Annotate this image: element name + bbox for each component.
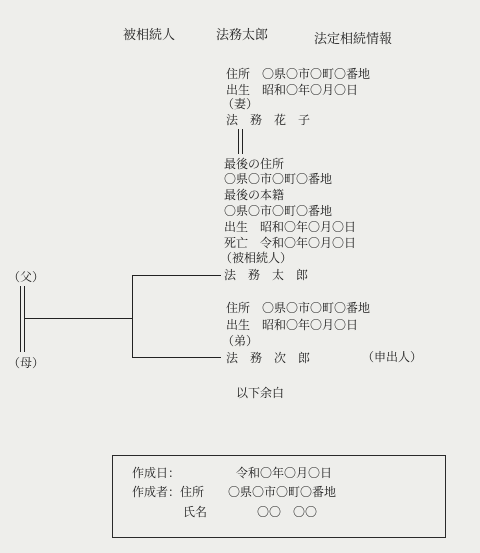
- spouse-relation: （妻）: [222, 97, 259, 111]
- author-name-label: 氏名: [183, 505, 208, 519]
- parents-line-left: [20, 286, 21, 352]
- spouse-address: 住所 〇県〇市〇町〇番地: [226, 67, 371, 81]
- brother-name: 法 務 次 郎: [226, 351, 311, 365]
- marriage-line-right: [242, 129, 243, 154]
- header-decedent-name: 法務太郎: [216, 28, 269, 43]
- decedent-last-address-label: 最後の住所: [224, 157, 285, 171]
- brother-relation: （弟）: [222, 334, 259, 348]
- creation-date-value: 令和〇年〇月〇日: [236, 466, 333, 480]
- author-address-label: 作成者：住所: [132, 485, 205, 499]
- author-address-value: 〇県〇市〇町〇番地: [228, 485, 337, 499]
- applicant-label: （申出人）: [362, 350, 423, 364]
- marriage-line-left: [238, 129, 239, 154]
- spouse-name: 法 務 花 子: [226, 113, 311, 127]
- father-label: （父）: [8, 270, 45, 284]
- decedent-branch-line: [132, 275, 221, 276]
- decedent-last-domicile-label: 最後の本籍: [224, 188, 285, 202]
- creation-date-label: 作成日：: [132, 466, 181, 480]
- siblings-vertical-line: [132, 275, 133, 358]
- header-document-title: 法定相続情報: [314, 32, 393, 47]
- mother-label: （母）: [8, 356, 45, 370]
- brother-address: 住所 〇県〇市〇町〇番地: [226, 301, 371, 315]
- decedent-death: 死亡 令和〇年〇月〇日: [224, 236, 357, 250]
- brother-branch-line: [132, 357, 221, 358]
- brother-birth: 出生 昭和〇年〇月〇日: [226, 318, 359, 332]
- remainder-blank-note: 以下余白: [236, 386, 285, 400]
- decedent-name: 法 務 太 郎: [224, 268, 309, 282]
- header-decedent-label: 被相続人: [123, 28, 176, 43]
- author-name-value: 〇〇 〇〇: [257, 505, 318, 519]
- decedent-birth: 出生 昭和〇年〇月〇日: [224, 220, 357, 234]
- decedent-relation: （被相続人）: [220, 251, 293, 265]
- decedent-last-domicile: 〇県〇市〇町〇番地: [224, 204, 333, 218]
- decedent-last-address: 〇県〇市〇町〇番地: [224, 172, 333, 186]
- parents-to-children-line: [25, 318, 133, 319]
- spouse-birth: 出生 昭和〇年〇月〇日: [226, 83, 359, 97]
